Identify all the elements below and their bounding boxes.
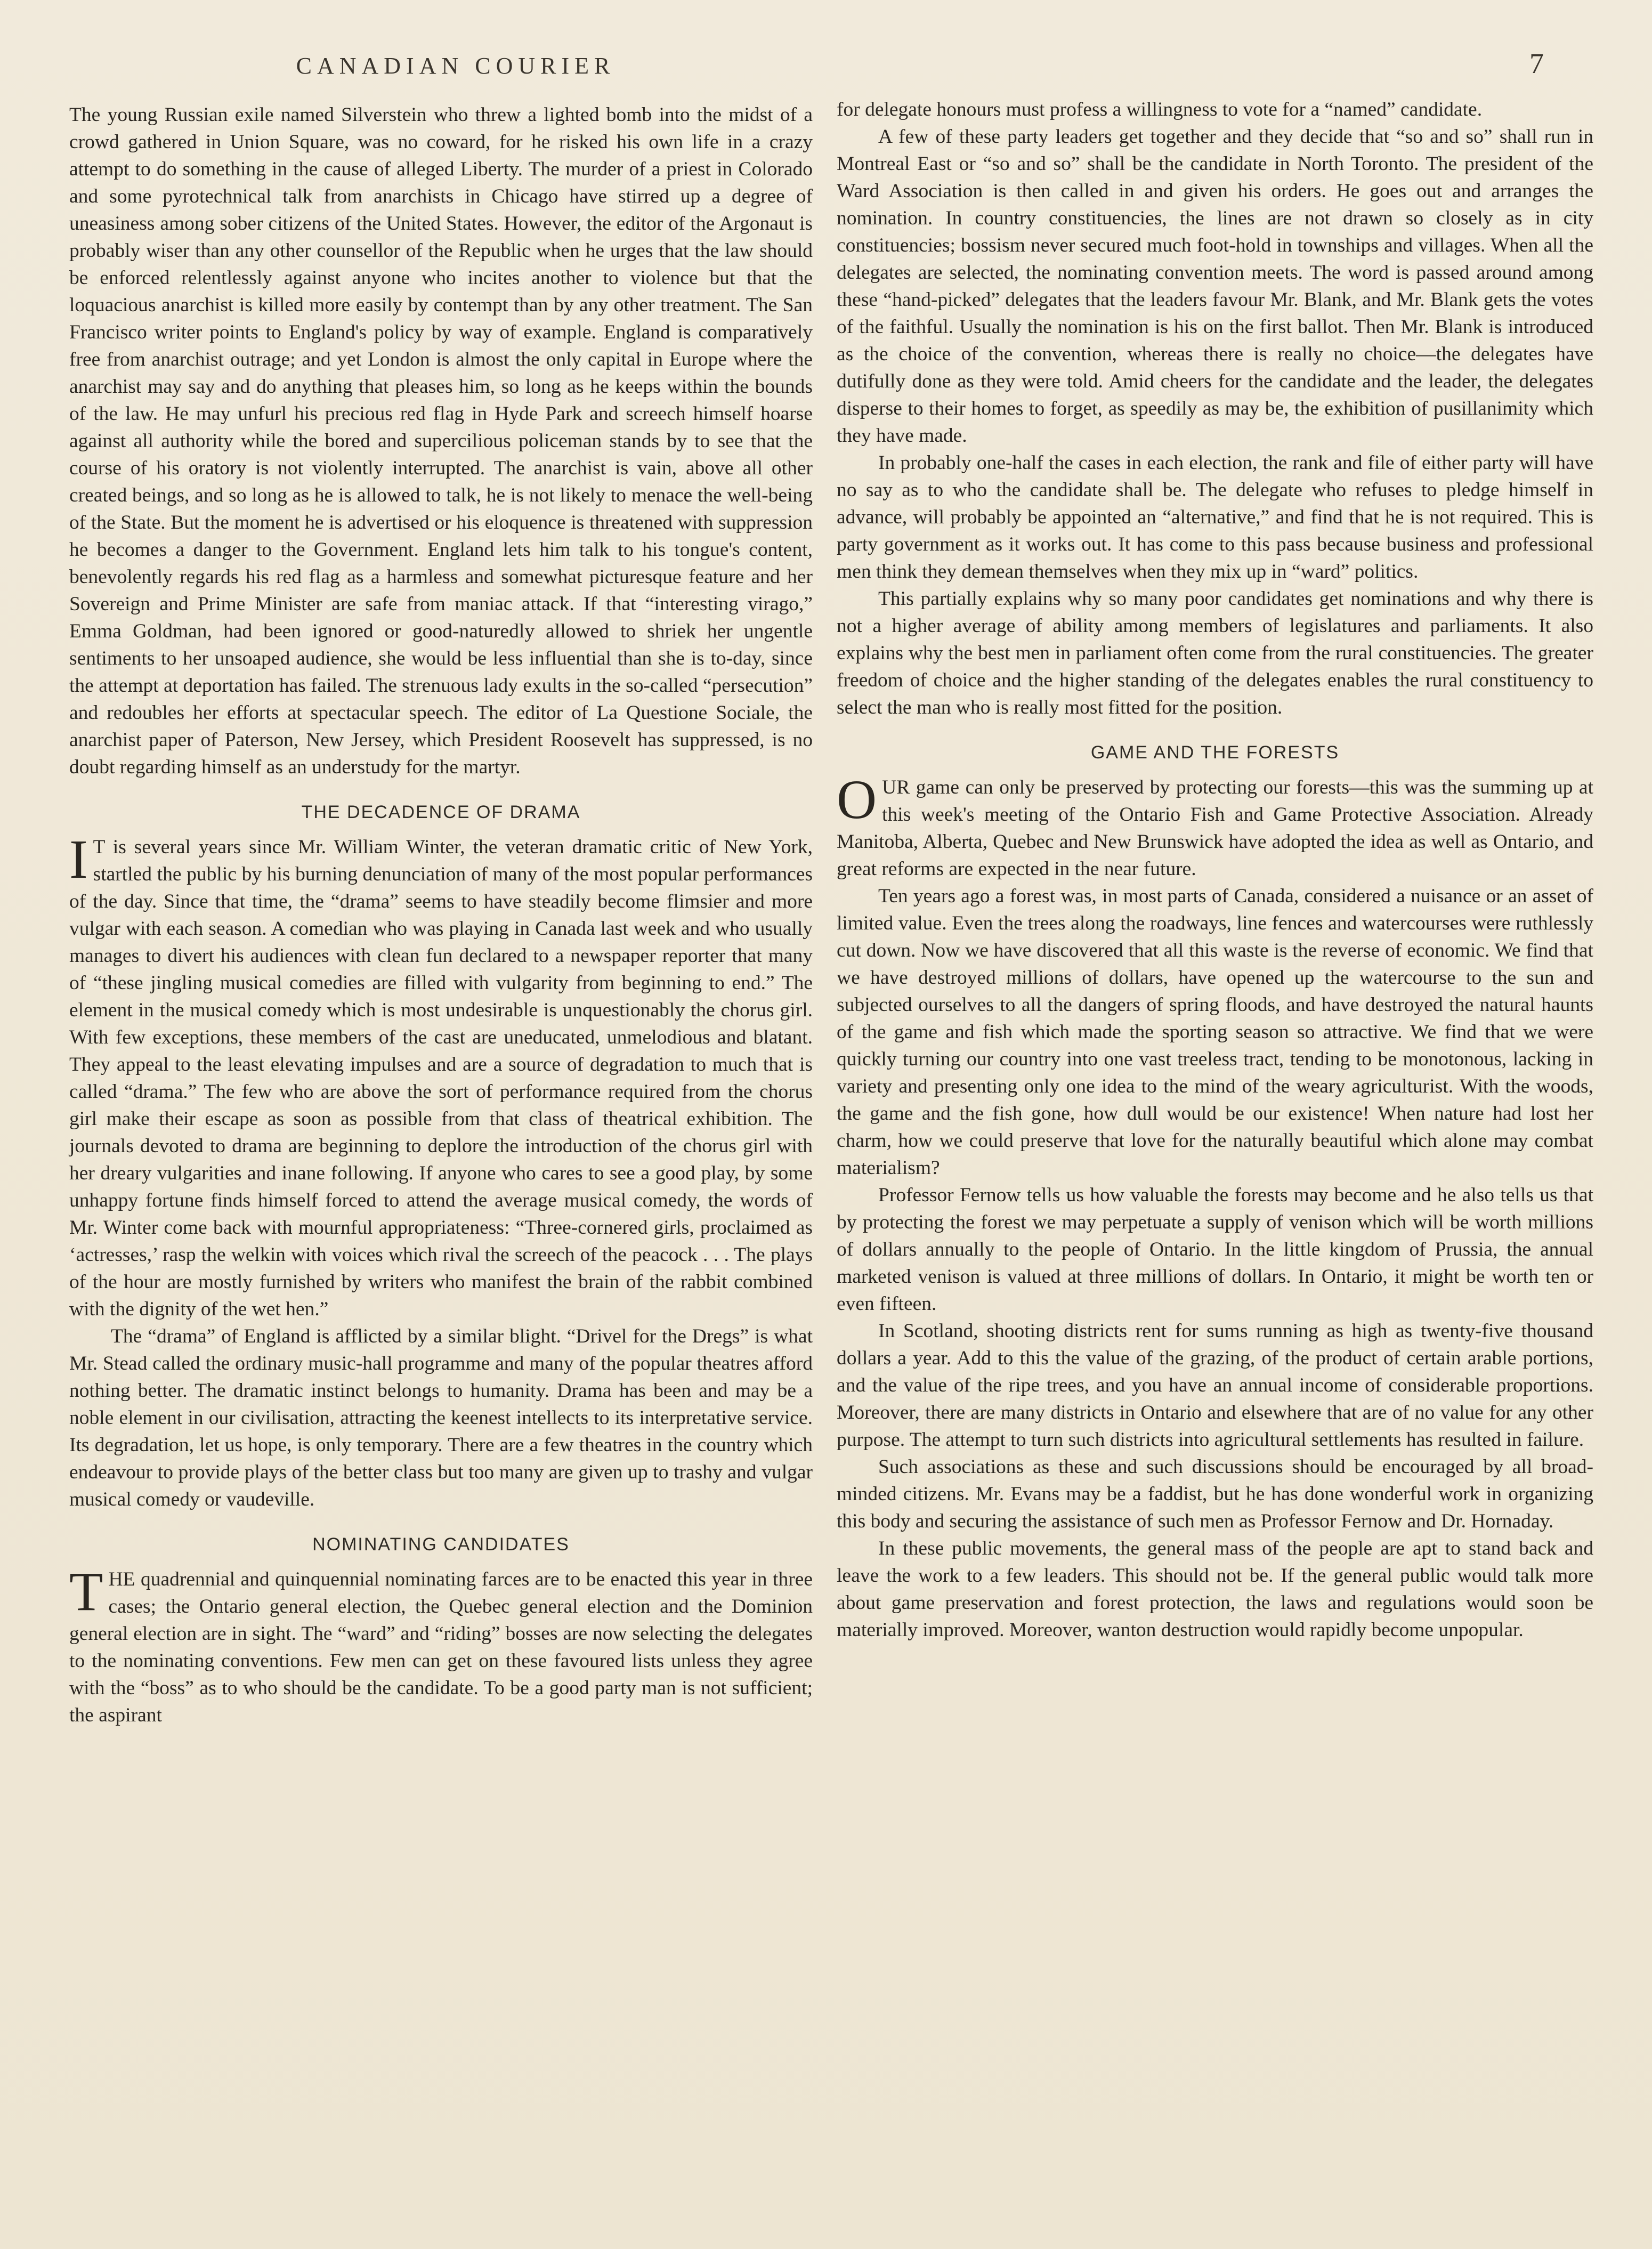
drama-paragraph-2: The “drama” of England is afflicted by a similar blight. “Drivel for the Dregs” is what Mr. Stead called the ordinary music-hall programme and many of the popular theatres afford nothing better. The dramatic instinct belongs to humanity. Drama has been and may be a noble element in our civilisation, attracting the keenest intellects to its interpretative service. Its degradation, let us hope, is only temporary. There are a few theatres in the country which endeavour to provide plays of the better class but too many are given up to trashy and vulgar musical comedy or vaudeville.	[69, 1325, 813, 1510]
game-paragraph-1-text: UR game can only be preserved by protecting our forests—this was the summing up at this week's meeting of the Ontario Fish and Game Protective Association. Already Manitoba, Alberta, Quebec and New Brunswick have adopted the idea as well as Ontario, and great reforms are expected in the near future.	[837, 776, 1593, 880]
game-paragraph-4: In Scotland, shooting districts rent for sums running as high as twenty-five thousand dollars a year. Add to this the value of the grazing, of the product of certain arable portions, and the value of the ripe trees, and you have an annual income of considerable proportions. Moreover, there are many districts in Ontario and elsewhere that are of no value for any other purpose. The attempt to turn such districts into agricultural settlements has resulted in failure.	[837, 1320, 1593, 1451]
drama-paragraph-1-text: T is several years since Mr. William Winter, the veteran dramatic critic of New York, startled the public by his burning denunciation of many of the most popular performances of the day. Since that time, the “drama” seems to have steadily become flimsier and more vulgar with each season. A comedian who was playing in Canada last week and who usually manages to divert his audiences with clean fun declared to a newspaper reporter that many of “these jingling musical comedies are filled with vulgarity from beginning to end.” The element in the musical comedy which is most undesirable is unquestionably the chorus girl. With few exceptions, these members of the cast are uneducated, unmelodious and blatant. They appeal to the least elevating impulses and are a source of degradation to much that is called “drama.” The few who are above the sort of performance required from the chorus girl make their escape as soon as possible from that class of theatrical exhibition. The journals devoted to drama are beginning to deplore the introduction of the chorus girl with her dreary vulgarities and inane following. If anyone who cares to see a good play, by some unhappy fortune finds himself forced to attend the average musical comedy, the words of Mr. Winter come back with mournful appropriateness: “Three-cornered girls, proclaimed as ‘actresses,’ rasp the welkin with voices which rival the screech of the peacock . . . The plays of the hour are mostly furnished by writers who manifest the brain of the rabbit combined with the dignity of the wet hen.”	[69, 836, 813, 1320]
masthead: CANADIAN COURIER	[296, 53, 616, 79]
heading-nominating-candidates: NOMINATING CANDIDATES	[312, 1534, 570, 1555]
nominating-paragraph-2: A few of these party leaders get together and they decide that “so and so” shall run in Montreal East or “so and so” shall be the candidate in North Toronto. The president of the Ward Association is then called in and given his orders. He goes out and arranges the nomination. In country constituencies, the lines are not drawn so closely as in city constituencies; bossism never secured much foot-hold in townships and villages. When all the delegates are selected, the nominating convention meets. The word is passed around among these “hand-picked” delegates that the leaders favour Mr. Blank, and Mr. Blank gets the votes of the faithful. Usually the nomination is his on the first ballot. Then Mr. Blank is introduced as the choice of the convention, whereas there is really no choice—the delegates have dutifully done as they were told. Amid cheers for the candidate and the leader, the delegates disperse to their homes to forget, as speedily as may be, the exhibition of pusillanimity which they have made.	[837, 126, 1593, 447]
game-paragraph-1	[837, 769, 1593, 883]
page-number: 7	[1529, 47, 1544, 79]
nominating-paragraph-1-text: HE quadrennial and quinquennial nominating farces are to be enacted this year in three cases; the Ontario general election, the Quebec general election and the Dominion general election are in sight. The “ward” and “riding” bosses are now selecting the delegates to the nominating conventions. Few men can get on these favoured lists unless they agree with the “boss” as to who should be the candidate. To be a good party man is not sufficient; the aspirant	[69, 1568, 813, 1726]
game-paragraph-3: Professor Fernow tells us how valuable the forests may become and he also tells us that by protecting the forest we may perpetuate a supply of venison which will be worth millions of dollars annually to the people of Ontario. In the little kingdom of Prussia, the annual marketed venison is valued at three millions of dollars. In Ontario, it might be worth ten or even fifteen.	[837, 1184, 1593, 1315]
nominating-paragraph-3: In probably one-half the cases in each election, the rank and file of either party will have no say as to who the candidate shall be. The delegate who refuses to pledge himself in advance, will probably be appointed an “alternative,” and find that he is not required. This is party government as it works out. It has come to this pass because business and professional men think they demean themselves when they mix up in “ward” politics.	[837, 452, 1593, 583]
game-paragraph-2: Ten years ago a forest was, in most parts of Canada, considered a nuisance or an asset of limited value. Even the trees along the roadways, line fences and watercourses were ruthlessly cut down. Now we have discovered that all this waste is the reverse of economic. We find that we have destroyed millions of dollars, have opened up the watercourse to the sun and subjected ourselves to all the dangers of spring floods, and have destroyed the natural haunts of the game and fish which made the sporting season so attractive. We find that we were quickly turning our country into one vast treeless tract, tending to be monotonous, lacking in variety and presenting only one idea to the mind of the weary agriculturist. With the woods, the game and the fish gone, how dull would be our existence! When nature had lost her charm, how we could preserve that love for the naturally beautiful which alone may combat materialism?	[837, 885, 1593, 1179]
game-dropcap: O	[837, 769, 877, 830]
page-header	[0, 47, 1652, 84]
nominating-dropcap: T	[69, 1561, 103, 1622]
nominating-paragraph-4: This partially explains why so many poor candidates get nominations and why there is not a higher average of ability among members of legislatures and parliaments. It also explains why the best men in parliament often come from the rural constituencies. The greater freedom of choice and the higher standing of the delegates enables the rural constituency to select the man who is really most fitted for the position.	[837, 588, 1593, 718]
game-paragraph-5: Such associations as these and such discussions should be encouraged by all broad-minded citizens. Mr. Evans may be a faddist, but he has done wonderful work in organizing this body and securing the assistance of such men as Professor Fernow and Dr. Hornaday.	[837, 1456, 1593, 1532]
heading-game-and-forests: GAME AND THE FORESTS	[1090, 742, 1340, 763]
right-column	[837, 96, 1593, 1644]
article-anarchists: The young Russian exile named Silverstein who threw a lighted bomb into the midst of a crowd gathered in Union Square, was no coward, for he risked his own life in a crazy attempt to do something in the cause of alleged Liberty. The murder of a priest in Colorado and some pyrotechnical talk from anarchists in Chicago have stirred up a degree of uneasiness among sober citizens of the United States. However, the editor of the Argonaut is probably wiser than any other counsellor of the Republic when he urges that the law should be enforced relentlessly against anyone who incites another to violence but that the loquacious anarchist is killed more easily by contempt than by any other treatment. The San Francisco writer points to England's policy by way of example. England is comparatively free from anarchist outrage; and yet London is almost the only capital in Europe where the anarchist may say and do anything that pleases him, so long as he keeps within the bounds of the law. He may unfurl his precious red flag in Hyde Park and screech himself hoarse against all authority while the bored and supercilious policeman stands by to see that the course of his oratory is not violently interrupted. The anarchist is vain, above all other created beings, and so long as he is allowed to talk, he is not likely to menace the well-being of the State. But the moment he is advertised or his eloquence is threatened with suppression he becomes a danger to the Government. England lets him talk to his tongue's content, benevolently regards his red flag as a harmless and somewhat picturesque feature and her Sovereign and Prime Minister are safe from maniac attack. If that “interesting virago,” Emma Goldman, had been ignored or good-naturedly allowed to shriek her ungentle sentiments to her unsoaped audience, she would be less influential than she is to-day, since the attempt at deportation has failed. The strenuous lady exults in the so-called “persecution” and redoubles her efforts at spectacular speech. The editor of La Questione Sociale, the anarchist paper of Paterson, New Jersey, which President Roosevelt has suppressed, is no doubt regarding himself as an understudy for the martyr.	[69, 104, 813, 778]
nominating-continuation: for delegate honours must profess a willingness to vote for a “named” candidate.	[837, 99, 1483, 120]
nominating-paragraph-1	[69, 1561, 813, 1729]
heading-decadence-of-drama: THE DECADENCE OF DRAMA	[301, 802, 581, 822]
left-column	[69, 101, 813, 1729]
drama-dropcap: I	[69, 829, 88, 890]
drama-paragraph-1	[69, 829, 813, 1323]
game-paragraph-6: In these public movements, the general mass of the people are apt to stand back and leave the work to a few leaders. This should not be. If the general public would talk more about game preservation and forest protection, the laws and regulations would soon be materially improved. Moreover, wanton destruction would rapidly become unpopular.	[837, 1538, 1593, 1641]
